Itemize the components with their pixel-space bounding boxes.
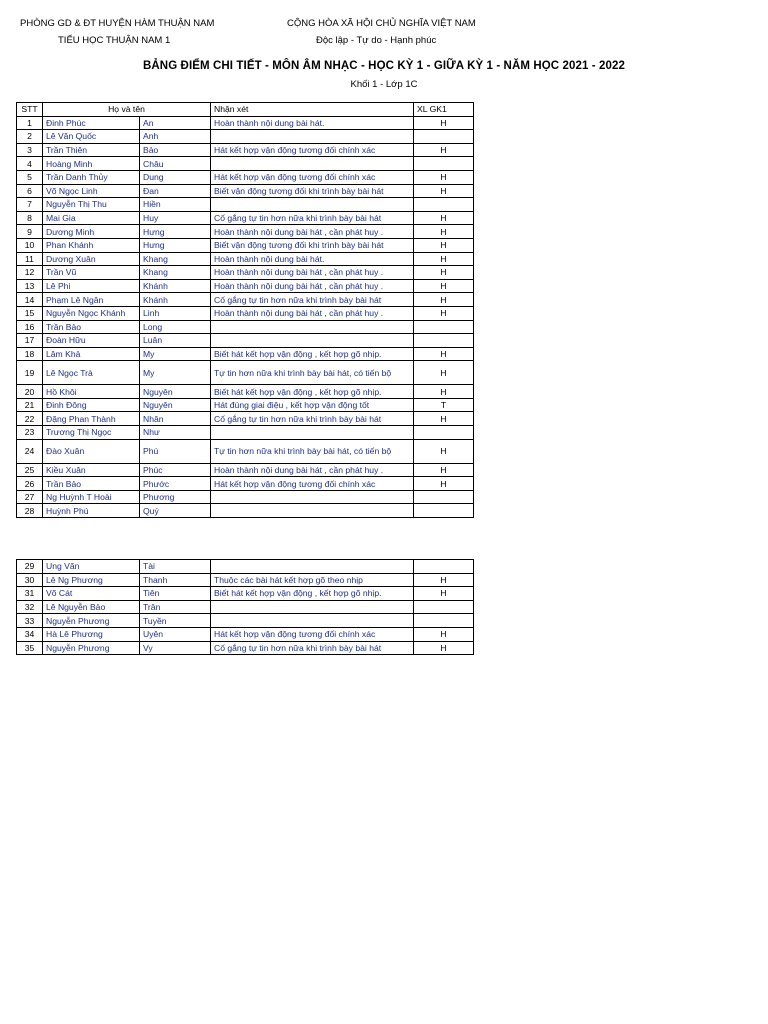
row-comment: Cố gắng tự tin hơn nữa khi trình bày bài hát <box>211 293 414 307</box>
row-comment: Tự tin hơn nữa khi trình bày bài hát, có tiến bộ <box>211 439 414 463</box>
header-stt: STT <box>17 103 43 117</box>
row-family-name: Phan Khánh <box>43 238 140 252</box>
row-family-name: Hồ Khôi <box>43 385 140 399</box>
row-comment <box>211 560 414 574</box>
row-stt: 11 <box>17 252 43 266</box>
row-comment: Thuộc các bài hát kết hợp gõ theo nhịp <box>211 573 414 587</box>
row-family-name: Đặng Phan Thành <box>43 412 140 426</box>
row-grade <box>414 334 474 348</box>
row-given-name: Tuyền <box>140 614 211 628</box>
table-row <box>17 641 474 655</box>
row-given-name: Như <box>140 426 211 440</box>
row-stt: 28 <box>17 504 43 518</box>
table-row <box>17 560 474 574</box>
row-family-name: Lê Nguyễn Bảo <box>43 600 140 614</box>
row-comment: Hoàn thành nội dung bài hát , cần phát huy . <box>211 225 414 239</box>
row-family-name: Ung Văn <box>43 560 140 574</box>
row-comment: Hoàn thành nội dung bài hát , cần phát huy . <box>211 306 414 320</box>
row-family-name: Nguyễn Phương <box>43 614 140 628</box>
row-family-name: Kiều Xuân <box>43 463 140 477</box>
row-stt: 12 <box>17 266 43 280</box>
row-comment: Hoàn thành nội dung bài hát. <box>211 116 414 130</box>
row-comment <box>211 600 414 614</box>
table-row <box>17 412 474 426</box>
row-stt: 30 <box>17 573 43 587</box>
row-given-name: Phương <box>140 490 211 504</box>
class-subtitle: Khối 1 - Lớp 1C <box>350 79 418 90</box>
row-grade: T <box>414 398 474 412</box>
row-grade: H <box>414 211 474 225</box>
row-family-name: Đinh Đông <box>43 398 140 412</box>
row-stt: 13 <box>17 279 43 293</box>
row-given-name: Phước <box>140 477 211 491</box>
table-row <box>17 266 474 280</box>
table-header-row <box>17 103 474 117</box>
row-stt: 4 <box>17 157 43 171</box>
row-grade: H <box>414 347 474 361</box>
row-grade <box>414 320 474 334</box>
row-grade: H <box>414 143 474 157</box>
row-stt: 23 <box>17 426 43 440</box>
row-comment <box>211 426 414 440</box>
row-stt: 16 <box>17 320 43 334</box>
row-grade: H <box>414 266 474 280</box>
national-title: CỘNG HÒA XÃ HỘI CHỦ NGHĨA VIỆT NAM <box>287 18 476 29</box>
row-given-name: Quý <box>140 504 211 518</box>
row-given-name: Khánh <box>140 293 211 307</box>
row-grade: H <box>414 463 474 477</box>
row-stt: 3 <box>17 143 43 157</box>
table-row <box>17 573 474 587</box>
row-grade: H <box>414 238 474 252</box>
row-family-name: Nguyễn Ngọc Khánh <box>43 306 140 320</box>
row-stt: 9 <box>17 225 43 239</box>
row-stt: 34 <box>17 627 43 641</box>
row-given-name: My <box>140 347 211 361</box>
row-comment: Hoàn thành nội dung bài hát , cần phát huy . <box>211 279 414 293</box>
row-given-name: Hưng <box>140 225 211 239</box>
row-family-name: Trần Bảo <box>43 320 140 334</box>
row-given-name: My <box>140 361 211 385</box>
row-stt: 2 <box>17 130 43 144</box>
table-row <box>17 347 474 361</box>
table-row <box>17 600 474 614</box>
row-comment <box>211 130 414 144</box>
table-row <box>17 143 474 157</box>
row-comment: Cố gắng tự tin hơn nữa khi trình bày bài hát <box>211 641 414 655</box>
row-family-name: Lê Phi <box>43 279 140 293</box>
row-given-name: Đan <box>140 184 211 198</box>
row-family-name: Trần Thiên <box>43 143 140 157</box>
table-row <box>17 170 474 184</box>
row-stt: 5 <box>17 170 43 184</box>
row-comment <box>211 504 414 518</box>
row-comment: Hát kết hợp vận động tương đối chính xác <box>211 143 414 157</box>
row-family-name: Lâm Khả <box>43 347 140 361</box>
row-stt: 6 <box>17 184 43 198</box>
row-stt: 32 <box>17 600 43 614</box>
table-row <box>17 627 474 641</box>
row-given-name: Bảo <box>140 143 211 157</box>
school-name: TIỂU HỌC THUẬN NAM 1 <box>58 35 171 46</box>
row-stt: 20 <box>17 385 43 399</box>
row-family-name: Lê Ngọc Trà <box>43 361 140 385</box>
row-stt: 31 <box>17 587 43 601</box>
row-comment: Hát kết hợp vận động tương đối chính xác <box>211 477 414 491</box>
row-stt: 19 <box>17 361 43 385</box>
row-grade: H <box>414 170 474 184</box>
row-grade: H <box>414 116 474 130</box>
row-comment: Hoàn thành nội dung bài hát , cần phát huy . <box>211 463 414 477</box>
table-row <box>17 426 474 440</box>
row-family-name: Đào Xuân <box>43 439 140 463</box>
row-family-name: Trương Thị Ngọc <box>43 426 140 440</box>
row-grade <box>414 504 474 518</box>
row-stt: 7 <box>17 198 43 212</box>
row-grade <box>414 490 474 504</box>
table-row <box>17 116 474 130</box>
row-family-name: Đinh Phúc <box>43 116 140 130</box>
row-stt: 1 <box>17 116 43 130</box>
row-given-name: Khang <box>140 266 211 280</box>
row-family-name: Nguyễn Phương <box>43 641 140 655</box>
table-row <box>17 157 474 171</box>
table-row <box>17 490 474 504</box>
row-grade: H <box>414 439 474 463</box>
row-grade: H <box>414 412 474 426</box>
row-family-name: Trần Danh Thủy <box>43 170 140 184</box>
table-row <box>17 225 474 239</box>
row-comment: Biết hát kết hợp vận động , kết hợp gõ nhịp. <box>211 347 414 361</box>
row-comment: Hát kết hợp vận động tương đối chính xác <box>211 627 414 641</box>
header-name: Họ và tên <box>43 103 211 117</box>
row-comment <box>211 198 414 212</box>
row-stt: 27 <box>17 490 43 504</box>
row-family-name: Hoàng Minh <box>43 157 140 171</box>
table-row <box>17 198 474 212</box>
table-row <box>17 398 474 412</box>
row-given-name: Khánh <box>140 279 211 293</box>
row-grade: H <box>414 587 474 601</box>
grade-table-page-1 <box>16 102 474 518</box>
row-comment <box>211 334 414 348</box>
row-grade: H <box>414 279 474 293</box>
row-given-name: Thanh <box>140 573 211 587</box>
row-given-name: Phú <box>140 439 211 463</box>
row-family-name: Lê Ng Phương <box>43 573 140 587</box>
row-family-name: Lê Văn Quốc <box>43 130 140 144</box>
row-grade: H <box>414 641 474 655</box>
row-comment <box>211 157 414 171</box>
row-stt: 35 <box>17 641 43 655</box>
row-stt: 14 <box>17 293 43 307</box>
table-row <box>17 238 474 252</box>
row-comment: Hoàn thành nội dung bài hát. <box>211 252 414 266</box>
page-title: BẢNG ĐIỂM CHI TIẾT - MÔN ÂM NHẠC - HỌC KỲ 1 - GIỮA KỲ 1 - NĂM HỌC 2021 - 2022 <box>143 60 625 72</box>
row-comment <box>211 490 414 504</box>
row-given-name: Dung <box>140 170 211 184</box>
row-grade <box>414 560 474 574</box>
row-comment: Hát đúng giai điệu , kết hợp vận động tốt <box>211 398 414 412</box>
row-stt: 29 <box>17 560 43 574</box>
row-given-name: Linh <box>140 306 211 320</box>
row-given-name: An <box>140 116 211 130</box>
row-grade: H <box>414 184 474 198</box>
row-given-name: Uyên <box>140 627 211 641</box>
row-comment <box>211 320 414 334</box>
row-given-name: Nguyên <box>140 385 211 399</box>
row-grade: H <box>414 477 474 491</box>
row-grade: H <box>414 385 474 399</box>
row-grade <box>414 614 474 628</box>
row-stt: 17 <box>17 334 43 348</box>
row-family-name: Mai Gia <box>43 211 140 225</box>
row-family-name: Ng Huỳnh T Hoài <box>43 490 140 504</box>
header-comment: Nhận xét <box>211 103 414 117</box>
row-comment: Biết vận động tương đối khi trình bày bài hát <box>211 238 414 252</box>
table-row <box>17 334 474 348</box>
row-given-name: Trân <box>140 600 211 614</box>
row-comment: Cố gắng tự tin hơn nữa khi trình bày bài hát <box>211 412 414 426</box>
row-comment: Biết hát kết hợp vận động , kết hợp gõ nhịp. <box>211 587 414 601</box>
table-row <box>17 504 474 518</box>
row-given-name: Vy <box>140 641 211 655</box>
row-stt: 10 <box>17 238 43 252</box>
national-motto: Độc lập - Tự do - Hạnh phúc <box>316 35 437 46</box>
row-grade: H <box>414 627 474 641</box>
table-row <box>17 130 474 144</box>
row-family-name: Phạm Lê Ngân <box>43 293 140 307</box>
row-grade: H <box>414 293 474 307</box>
table-row <box>17 184 474 198</box>
row-stt: 24 <box>17 439 43 463</box>
row-given-name: Tiên <box>140 587 211 601</box>
row-grade <box>414 426 474 440</box>
row-family-name: Dương Minh <box>43 225 140 239</box>
row-given-name: Luân <box>140 334 211 348</box>
row-grade <box>414 198 474 212</box>
row-comment <box>211 614 414 628</box>
row-family-name: Trần Vũ <box>43 266 140 280</box>
row-stt: 21 <box>17 398 43 412</box>
row-comment: Tự tin hơn nữa khi trình bày bài hát, có tiến bộ <box>211 361 414 385</box>
row-given-name: Tài <box>140 560 211 574</box>
row-given-name: Hiền <box>140 198 211 212</box>
row-given-name: Nhân <box>140 412 211 426</box>
row-given-name: Anh <box>140 130 211 144</box>
table-row <box>17 306 474 320</box>
row-given-name: Huy <box>140 211 211 225</box>
department-name: PHÒNG GD & ĐT HUYỆN HÀM THUẬN NAM <box>20 18 215 29</box>
row-family-name: Võ Cát <box>43 587 140 601</box>
row-stt: 22 <box>17 412 43 426</box>
row-given-name: Long <box>140 320 211 334</box>
table-row <box>17 279 474 293</box>
row-given-name: Hưng <box>140 238 211 252</box>
row-family-name: Đoàn Hữu <box>43 334 140 348</box>
row-given-name: Phúc <box>140 463 211 477</box>
row-given-name: Khang <box>140 252 211 266</box>
row-family-name: Dương Xuân <box>43 252 140 266</box>
row-family-name: Hà Lê Phương <box>43 627 140 641</box>
row-comment: Hát kết hợp vận động tương đối chính xác <box>211 170 414 184</box>
row-grade <box>414 157 474 171</box>
row-family-name: Nguyễn Thị Thu <box>43 198 140 212</box>
row-stt: 26 <box>17 477 43 491</box>
row-grade: H <box>414 225 474 239</box>
table-row <box>17 293 474 307</box>
grade-table-page-2 <box>16 559 474 655</box>
row-stt: 18 <box>17 347 43 361</box>
row-grade: H <box>414 361 474 385</box>
table-row <box>17 361 474 385</box>
table-row <box>17 320 474 334</box>
row-grade: H <box>414 306 474 320</box>
header-grade: XL GK1 <box>414 103 474 117</box>
row-family-name: Trần Bảo <box>43 477 140 491</box>
row-stt: 25 <box>17 463 43 477</box>
row-comment: Cố gắng tự tin hơn nữa khi trình bày bài hát <box>211 211 414 225</box>
row-given-name: Châu <box>140 157 211 171</box>
table-row <box>17 439 474 463</box>
table-row <box>17 463 474 477</box>
row-grade <box>414 130 474 144</box>
row-given-name: Nguyên <box>140 398 211 412</box>
row-comment: Biết vận động tương đối khi trình bày bài hát <box>211 184 414 198</box>
table-row <box>17 385 474 399</box>
row-grade: H <box>414 252 474 266</box>
row-stt: 8 <box>17 211 43 225</box>
table-row <box>17 211 474 225</box>
row-family-name: Võ Ngọc Linh <box>43 184 140 198</box>
table-row <box>17 252 474 266</box>
row-comment: Hoàn thành nội dung bài hát , cần phát huy . <box>211 266 414 280</box>
row-comment: Biết hát kết hợp vận động , kết hợp gõ nhịp. <box>211 385 414 399</box>
table-row <box>17 477 474 491</box>
row-grade <box>414 600 474 614</box>
row-stt: 15 <box>17 306 43 320</box>
row-family-name: Huỳnh Phú <box>43 504 140 518</box>
table-row <box>17 614 474 628</box>
table-row <box>17 587 474 601</box>
row-stt: 33 <box>17 614 43 628</box>
row-grade: H <box>414 573 474 587</box>
